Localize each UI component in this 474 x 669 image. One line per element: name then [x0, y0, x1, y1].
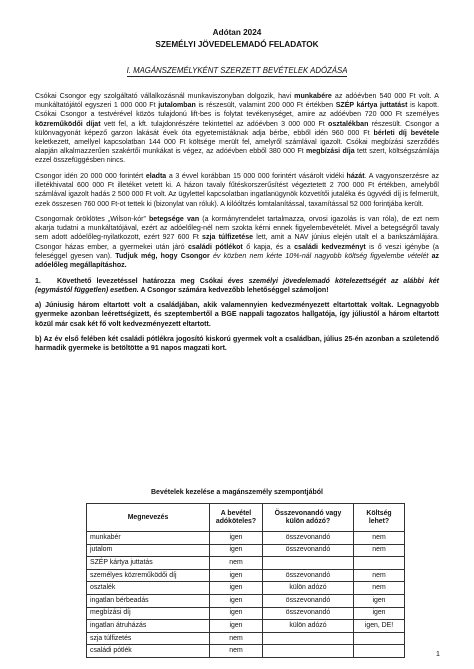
text-run: vett fel, a kft. tulajdonrészére tekintettel az adóévben 3 000 000 Ft [100, 120, 329, 128]
paragraph-illness [35, 215, 439, 270]
table-cell: összevonandó [263, 544, 354, 557]
table-cell: igen [210, 607, 263, 620]
section-heading: I. MAGÁNSZEMÉLYKÉNT SZERZETT BEVÉTELEK ADÓZÁSA [126, 66, 348, 75]
table-cell: összevonandó [263, 569, 354, 582]
table-cell: nem [210, 557, 263, 570]
text-run: megbízási díja [306, 148, 355, 156]
text-run: . A vagyonszerzésre az illetékhivatal 600 000 Ft illetéket vetett ki. A házon tavaly fűtéskorszerűsítést végeztetett 2 700 000 Ft értékben, amelyből számlával igazolt hadás 2 500 000 Ft volt. Az ügylettel kapcsolatban ingatlanügynök közvetítői jutaléka és ügyvédi díj is felmerült, ezek összesen 760 000 Ft-ot tettek ki (bizonylat van róluk). A kilóóltzés lomtalanítással, taxamítással 52 000 forintjába került. [35, 172, 439, 208]
table-row [87, 532, 405, 545]
table-row [87, 557, 405, 570]
text-run: betegsége van [149, 216, 200, 224]
table-cell: családi pótlék [87, 645, 210, 658]
table-body [87, 532, 405, 658]
text-run: Csongornak öröklötes „Wilson-kór” [35, 216, 149, 224]
table-cell: munkabér [87, 532, 210, 545]
text-run: Csongor idén 20 000 000 forintért [35, 172, 146, 180]
case-b [35, 335, 439, 353]
text-run: Tudjuk még, hogy Csongor [115, 252, 213, 260]
paragraph-income [35, 92, 439, 166]
text-run: munkabére [294, 93, 332, 100]
table-header-row [87, 504, 405, 532]
text-run: házát [346, 172, 365, 180]
table-cell: igen [210, 582, 263, 595]
text-run: közreműködői díjat [35, 120, 101, 128]
text-run: b) [35, 336, 42, 344]
table-cell: összevonandó [263, 594, 354, 607]
text-run: Az év első felében két családi pótlékra jogosító kiskorú gyermek volt a családban, július 25-én azonban a születendő harmadik gyermeke is betöltötte a 91 napos magzati kort. [35, 336, 439, 353]
header-cell: Megnevezés [87, 504, 210, 532]
table-cell: ingatlan átruházás [87, 620, 210, 633]
table-cell: osztalék [87, 582, 210, 595]
table-caption: Bevételek kezelése a magánszemély szempontjából [151, 489, 323, 496]
table-cell: megbízási díj [87, 607, 210, 620]
table-cell: külön adózó [263, 620, 354, 633]
table-cell: nem [354, 569, 405, 582]
header-cell: A bevétel adóköteles? [210, 504, 263, 532]
text-run: osztalékban [328, 120, 369, 128]
table-cell: igen [354, 607, 405, 620]
table-cell: személyes közreműködői díj [87, 569, 210, 582]
paragraph-house-sale [35, 172, 439, 209]
page-number: 1 [436, 651, 440, 658]
table-cell: nem [354, 532, 405, 545]
question-number: 1. [35, 277, 41, 285]
table-cell: igen, DE! [354, 620, 405, 633]
text-run: Júniusig három eltartott volt a családjában, akik valamennyien kedvezményezett eltartottak voltak. Legnagyobb gyermeke azonban leérettségizett, és szeptembertől a BGE nappali tagozatos hallgatója, így júliustól a három eltartott közül már csak két fő volt kedvezményezett eltartott. [35, 302, 439, 328]
text-run: év közben nem kérte 10%-nál nagyobb költség figyelembe vételét [212, 252, 429, 260]
text-run: eladta [145, 172, 167, 180]
text-run: Csókai Csongor egy szolgáltató vállalkozásnál munkaviszonyban dolgozik, havi [35, 93, 295, 100]
table-row [87, 632, 405, 645]
table-cell [263, 645, 354, 658]
text-run: (a kormányrendelet tartalmazza, orvosi igazolás is van róla), de ezt nem akarja tudatni a munkáltatójával, ezért az adóelőleg-nél nem szokta kérni ennek figyelembevételét. Mivel a betegségről tavaly sem adott adóelőleg-nyilatkozott, ezért 927 600 Ft [35, 216, 439, 242]
table-cell [354, 557, 405, 570]
case-a [35, 301, 439, 329]
text-run: SZÉP kártya juttatást [335, 102, 408, 110]
text-run: Követhető levezetéssel határozza meg Csókai [57, 277, 228, 285]
text-run: az adóelőleg megállapításhoz. [35, 252, 440, 270]
text-run: A Csongor számára kedvezőbb lehetőséggel számoljon! [138, 286, 329, 294]
table-cell: nem [210, 632, 263, 645]
table-row [87, 594, 405, 607]
text-run: részesült. Csongor a különvagyonát képező garzon lakását évek óta egyetemistáknak adja bérbe, ebből idén 960 000 Ft [35, 120, 439, 137]
table-cell: összevonandó [263, 607, 354, 620]
page-title: Adótan 2024 [212, 28, 262, 37]
table-cell [263, 632, 354, 645]
text-run: bérleti díj bevétele [373, 129, 439, 137]
table-cell: nem [354, 544, 405, 557]
table-row [87, 569, 405, 582]
table-cell: nem [354, 582, 405, 595]
header-cell: Költség lehet? [354, 504, 405, 532]
table-cell: nem [210, 645, 263, 658]
header-cell: Összevonandó vagy külön adózó? [263, 504, 354, 532]
table-cell: jutalom [87, 544, 210, 557]
table-cell: szja túlfizetés [87, 632, 210, 645]
text-run: ő kapja, és a [242, 243, 295, 251]
text-run: éves személyi jövedelemadó kötelezettségét az alábbi két (egymástól független) esetben. [35, 277, 440, 294]
text-run: jutalomban [158, 102, 196, 110]
table-cell: igen [210, 532, 263, 545]
text-run: tett szert, költségszámlája ezzel összefüggésben nincs. [35, 148, 440, 165]
table-cell [354, 632, 405, 645]
table-cell: SZÉP kártya juttatás [87, 557, 210, 570]
table-row [87, 582, 405, 595]
text-run: szja túlfizetése [202, 234, 254, 242]
table-row [87, 607, 405, 620]
text-run: lett, amit a NAV június elején utalt el a bankszámlájára. Csongor házas ember, a gyermekei után járó [35, 234, 439, 251]
table-cell: igen [210, 594, 263, 607]
text-run: családi pótlékot [188, 243, 243, 251]
table-row [87, 544, 405, 557]
table-row [87, 620, 405, 633]
table-cell [354, 645, 405, 658]
document-body [35, 92, 439, 360]
table-cell: igen [210, 620, 263, 633]
table-cell: ingatlan bérbeadás [87, 594, 210, 607]
text-run: a) [35, 302, 42, 310]
text-run: is részesült, valamint 200 000 Ft értékben [195, 102, 336, 110]
table-cell: igen [210, 544, 263, 557]
table-row [87, 645, 405, 658]
table-cell: külön adózó [263, 582, 354, 595]
table-cell: igen [210, 569, 263, 582]
table-cell [263, 557, 354, 570]
page-subtitle: SZEMÉLYI JÖVEDELEMADÓ FELADATOK [155, 40, 319, 49]
question-1 [35, 277, 439, 295]
income-table [86, 503, 405, 658]
text-run: a 3 évvel korábban 15 000 000 forintért vásárolt vidéki [166, 172, 347, 180]
text-run: is ő veszi igénybe (a feleséggel gyesen van). [35, 243, 439, 260]
table-cell: igen [354, 594, 405, 607]
text-run: családi kedvezményt [294, 243, 366, 251]
table-cell: összevonandó [263, 532, 354, 545]
text-run: is kapott. Csókai Csongor a testvérével közös tulajdonú lift-bes is folytat tevékenységet, amire az adóévben 720 000 Ft személyes [35, 102, 439, 119]
text-run: az adóévben 540 000 Ft volt. A munkáltatójától egyszeri 1 000 000 Ft [35, 93, 439, 110]
text-run: keletkezett, amellyel kapcsolatban 144 000 Ft költsége merült fel, amelyről számlával igazolt. Csókai megbízási szerződés alapján alkalmazzerűen szakértői munkákat is végez, az adóévben ebből 380 000 Ft [35, 139, 439, 156]
